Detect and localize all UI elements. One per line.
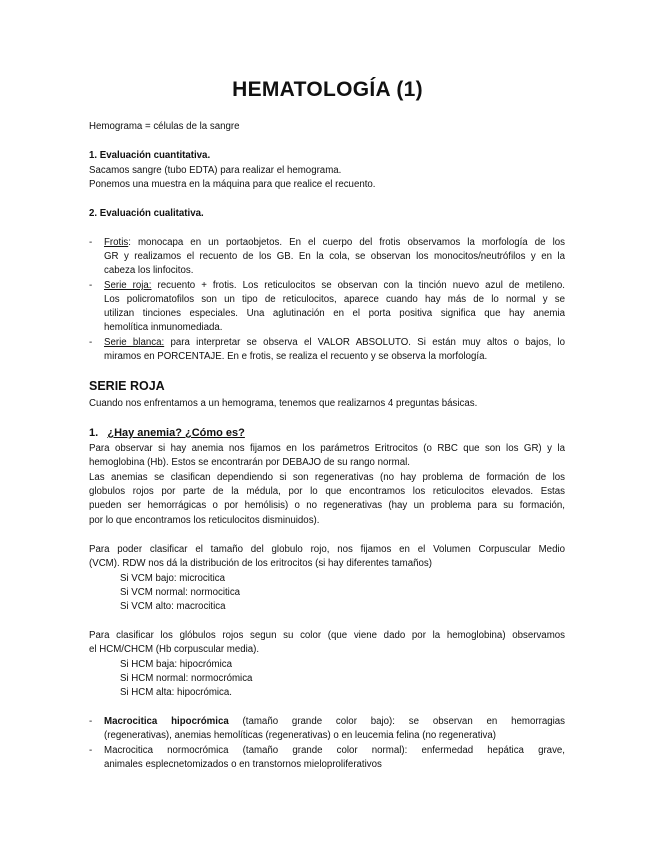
term-frotis: Frotis [104,237,129,248]
list-item-line: cabeza los linfocitos. [104,265,194,276]
item-text: (tamaño grande color bajo): se observan en hemorragias [228,716,565,727]
question-number: 1. [89,427,108,439]
eval2-heading: 2. Evaluación cualitativa. [89,208,204,219]
intro-line: Hemograma = células de la sangre [89,121,240,132]
hcm-item: Si HCM normal: normocrómica [120,673,253,684]
eval1-heading: 1. Evaluación cuantitativa. [89,150,211,161]
page-title: HEMATOLOGÍA (1) [232,78,423,101]
vcm-item: Si VCM alto: macrocitica [120,601,226,612]
list-item [104,716,565,728]
paragraph-line: pueden ser hemorrágicas o por hemólisis) o no regenerativas (hay un problema para su formación, [89,500,565,511]
vcm-item: Si VCM bajo: microcitica [120,573,225,584]
vcm-item: Si VCM normal: normocitica [120,587,241,598]
paragraph-line: el HCM/CHCM (Hb corpuscular media). [89,644,260,655]
list-item-line: GR y realizamos el recuento de los GB. En la cola, se observan los monocitos/neutrófilos y en la [104,251,565,262]
item-text: : monocapa en un portaobjetos. En el cuerpo del frotis observamos la morfología de los [128,237,565,248]
term-serie-roja: Serie roja: [104,280,152,291]
term-macrocitica-hipocromica: Macrocitica hipocrómica [104,716,229,727]
list-item-line: (regenerativas), anemias hemolíticas (regenerativas) o en leucemia felina (no regenerativa) [104,730,496,741]
term-serie-blanca: Serie blanca: [104,337,165,348]
paragraph-line: Para clasificar los glóbulos rojos segun su color (que viene dado por la hemoglobina) observamos [89,630,565,641]
paragraph-line: Para observar si hay anemia nos fijamos en los parámetros Eritrocitos (o RBC que son los GR) y la [89,443,565,454]
list-bullet-dash: - [89,745,93,756]
list-item-line: utilizan tinciones especiales. Una aglutinación en el porta positiva significa que hay anemia [104,308,565,319]
paragraph-line: (VCM). RDW nos dá la distribución de los eritrocitos (si hay diferentes tamaños) [89,558,432,569]
paragraph-line: Para poder clasificar el tamaño del globulo rojo, nos fijamos en el Volumen Corpuscular Medio [89,544,565,555]
paragraph-line: por lo que encontramos los reticulocitos disminuidos). [89,515,320,526]
section-heading-serie-roja: SERIE ROJA [89,379,165,393]
list-bullet-dash: - [89,337,93,348]
list-item [104,337,565,349]
question-text: ¿Hay anemia? ¿Cómo es? [107,427,245,439]
list-item-line: miramos en PORCENTAJE. En e frotis, se realiza el recuento y se observa la morfología. [104,351,488,362]
list-bullet-dash: - [89,716,93,727]
section-intro: Cuando nos enfrentamos a un hemograma, tenemos que realizarnos 4 preguntas básicas. [89,398,478,409]
eval1-line: Ponemos una muestra en la máquina para que realice el recuento. [89,179,376,190]
paragraph-line: Las anemias se clasifican dependiendo si son regenerativas (no hay problema de formación de los [89,472,565,483]
item-text: recuento + frotis. Los reticulocitos se observan con la tinción nuevo azul de metileno. [151,280,565,291]
list-bullet-dash: - [89,280,93,291]
paragraph-line: globulos rojos por parte de la médula, por lo que encontramos los reticulocitos elevados. Estas [89,486,565,497]
eval1-line: Sacamos sangre (tubo EDTA) para realizar el hemograma. [89,165,342,176]
list-item-line: hemolítica inmunomediada. [104,322,223,333]
list-item: Macrocitica normocrómica (tamaño grande color normal): enfermedad hepática grave, [104,745,565,756]
question-heading [89,427,245,440]
list-item-line: animales esplecnetomizados o en transtornos mieloproliferativos [104,759,382,770]
list-bullet-dash: - [89,237,93,248]
paragraph-line: hemoglobina (Hb). Estos se encontrarán por DEBAJO de su rango normal. [89,457,410,468]
list-item [104,237,565,249]
item-text: para interpretar se observa el VALOR ABSOLUTO. Si están muy altos o bajos, lo [164,337,565,348]
list-item [104,280,565,292]
hcm-item: Si HCM baja: hipocrómica [120,659,232,670]
hcm-item: Si HCM alta: hipocrómica. [120,687,232,698]
list-item-line: Los policromatofilos son un tipo de reticulocitos, aparece cuando hay más de lo normal y se [104,294,565,305]
